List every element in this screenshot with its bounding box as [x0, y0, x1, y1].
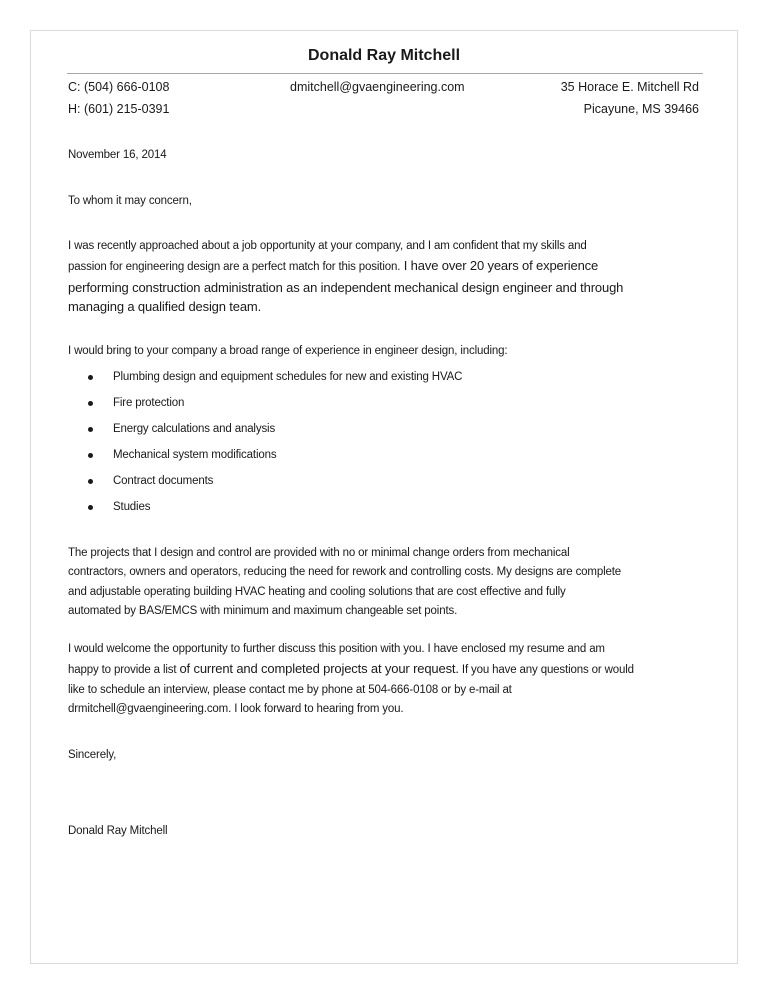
paragraph-line	[68, 256, 708, 277]
bullet-icon	[88, 453, 93, 458]
paragraph-line: and adjustable operating building HVAC heating and cooling solutions that are cost effective and fully	[68, 585, 566, 598]
list-item: Studies	[88, 498, 462, 524]
experience-list	[88, 368, 462, 524]
paragraph-line: I was recently approached about a job opportunity at your company, and I am confident that my skills and	[68, 240, 587, 252]
paragraph-line: like to schedule an interview, please contact me by phone at 504-666-0108 or by e-mail at	[68, 683, 512, 696]
bullet-icon	[88, 375, 93, 380]
bullet-icon	[88, 505, 93, 510]
email-address: dmitchell@gvaengineering.com	[290, 80, 465, 94]
list-item: Contract documents	[88, 472, 462, 498]
paragraph-line: performing construction administration as an independent mechanical design engineer and through	[68, 279, 624, 295]
paragraph-line: I would welcome the opportunity to further discuss this position with you. I have enclosed my resume and am	[68, 643, 605, 655]
paragraph-line: The projects that I design and control are provided with no or minimal change orders from mechanical	[68, 547, 570, 559]
paragraph-line: contractors, owners and operators, reducing the need for rework and controlling costs. My designs are complete	[68, 566, 622, 579]
paragraph-line: drmitchell@gvaengineering.com. I look forward to hearing from you.	[68, 702, 404, 715]
paragraph-intro	[68, 237, 708, 316]
letter-date: November 16, 2014	[68, 149, 167, 161]
salutation: To whom it may concern,	[68, 195, 192, 207]
paragraph-line: automated by BAS/EMCS with minimum and maximum changeable set points.	[68, 604, 458, 617]
home-phone: H: (601) 215-0391	[68, 102, 170, 116]
closing: Sincerely,	[68, 749, 117, 761]
applicant-name: Donald Ray Mitchell	[307, 47, 461, 64]
bullet-icon	[88, 401, 93, 406]
list-item: Fire protection	[88, 394, 462, 420]
paragraph-segment: happy to provide a list	[68, 664, 180, 677]
paragraph-segment: I have over 20 years of experience	[400, 258, 599, 274]
list-item: Plumbing design and equipment schedules for new and existing HVAC	[88, 368, 462, 394]
list-item: Energy calculations and analysis	[88, 420, 462, 446]
bullet-icon	[88, 479, 93, 484]
cell-phone: C: (504) 666-0108	[68, 80, 170, 94]
paragraph-segment: passion for engineering design are a perfect match for this position.	[68, 261, 401, 274]
paragraph-closing	[68, 640, 708, 719]
list-intro: I would bring to your company a broad range of experience in engineer design, including:	[68, 345, 508, 357]
header-divider	[67, 73, 703, 74]
paragraph-projects	[68, 544, 708, 621]
paragraph-segment: of current and completed projects at your request.	[179, 661, 459, 677]
address-line-2: Picayune, MS 39466	[583, 102, 699, 116]
paragraph-segment: If you have any questions or would	[458, 664, 634, 677]
list-item: Mechanical system modifications	[88, 446, 462, 472]
paragraph-line	[68, 659, 708, 680]
address-line-1: 35 Horace E. Mitchell Rd	[560, 80, 699, 94]
paragraph-line: managing a qualified design team.	[68, 298, 262, 314]
signature-name: Donald Ray Mitchell	[68, 825, 168, 837]
bullet-icon	[88, 427, 93, 432]
